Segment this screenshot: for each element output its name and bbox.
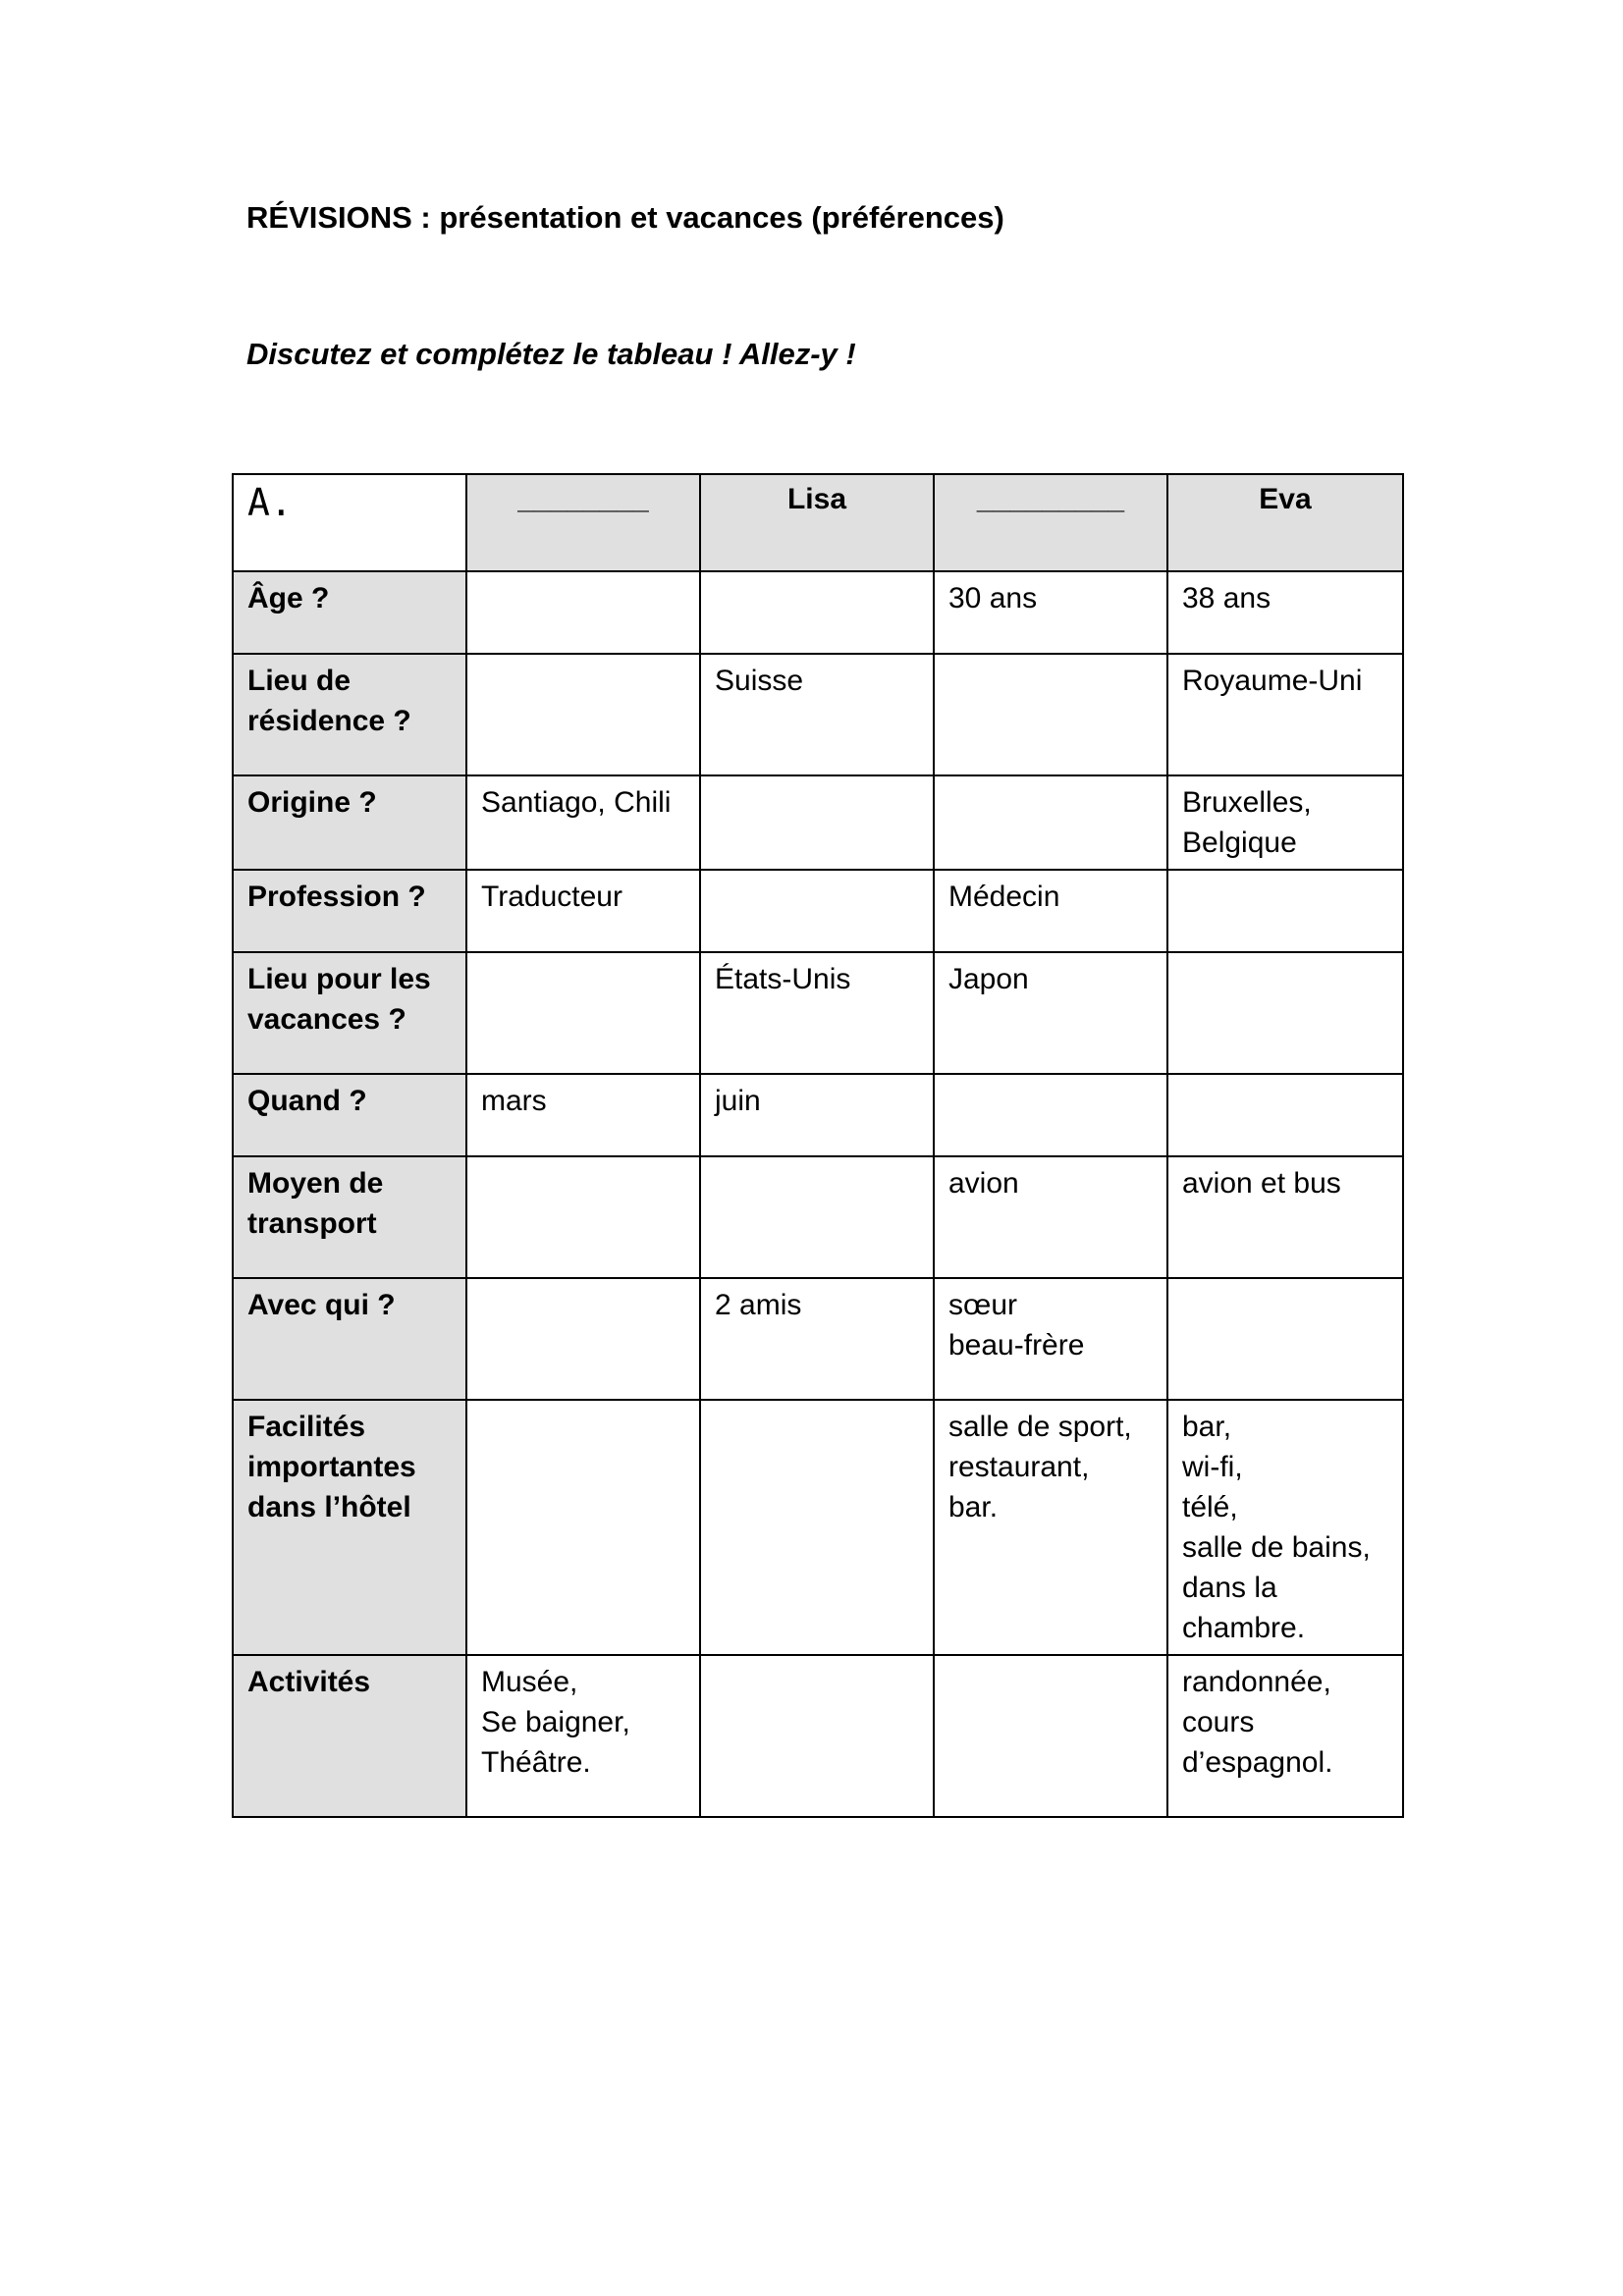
table-cell	[934, 1074, 1167, 1156]
row-label	[233, 775, 466, 870]
cell-text-line: dans l’hôtel	[247, 1491, 411, 1523]
table-cell	[934, 1156, 1167, 1278]
cell-text-line: Profession ?	[247, 881, 426, 913]
table-row	[233, 1655, 1403, 1817]
table-cell	[466, 1400, 700, 1655]
cell-text-line: télé,	[1182, 1491, 1238, 1523]
cell-text-line: 38 ans	[1182, 582, 1271, 614]
row-label	[233, 1156, 466, 1278]
table-row	[233, 1400, 1403, 1655]
cell-text-line: Bruxelles,	[1182, 786, 1312, 819]
row-label	[233, 1074, 466, 1156]
cell-text-line: avion et bus	[1182, 1167, 1341, 1200]
cell-text-line: mars	[481, 1085, 547, 1117]
table-cell	[934, 654, 1167, 775]
row-label	[233, 952, 466, 1074]
cell-text-line: avion	[948, 1167, 1019, 1200]
cell-text-line: États-Unis	[715, 963, 851, 995]
table-cell	[934, 571, 1167, 654]
cell-text-line: bar.	[948, 1491, 999, 1523]
table-cell	[466, 1278, 700, 1400]
table-cell	[1167, 775, 1403, 870]
info-table	[232, 473, 1404, 1818]
cell-text-line: Japon	[948, 963, 1029, 995]
cell-text-line: Musée,	[481, 1666, 578, 1698]
table-row	[233, 654, 1403, 775]
table-cell	[700, 1074, 934, 1156]
cell-text-line: Avec qui ?	[247, 1289, 396, 1321]
cell-text-line: Lieu pour les	[247, 963, 431, 995]
cell-text-line: Âge ?	[247, 582, 330, 614]
table-cell	[934, 870, 1167, 952]
cell-text-line: Se baigner,	[481, 1706, 630, 1738]
table-cell	[1167, 1278, 1403, 1400]
cell-text-line: transport	[247, 1207, 377, 1240]
table-cell	[1167, 952, 1403, 1074]
table-row	[233, 1278, 1403, 1400]
cell-text-line: Royaume-Uni	[1182, 665, 1363, 697]
table-cell	[700, 571, 934, 654]
cell-text-line: randonnée,	[1182, 1666, 1331, 1698]
table-cell	[466, 1156, 700, 1278]
column-header: ________	[466, 474, 700, 571]
table-corner-label: A.	[233, 474, 466, 571]
cell-text-line: Traducteur	[481, 881, 622, 913]
column-header: Lisa	[700, 474, 934, 571]
cell-text-line: Quand ?	[247, 1085, 367, 1117]
cell-text-line: importantes	[247, 1451, 416, 1483]
table-cell	[466, 775, 700, 870]
cell-text-line: bar,	[1182, 1411, 1232, 1443]
cell-text-line: juin	[715, 1085, 761, 1117]
row-label	[233, 1655, 466, 1817]
cell-text-line: Suisse	[715, 665, 804, 697]
cell-text-line: Activités	[247, 1666, 371, 1698]
table-row	[233, 870, 1403, 952]
row-label	[233, 1278, 466, 1400]
table-cell	[466, 952, 700, 1074]
cell-text-line: Belgique	[1182, 827, 1297, 859]
table-row	[233, 952, 1403, 1074]
table-row	[233, 775, 1403, 870]
cell-text-line: Origine ?	[247, 786, 377, 819]
column-header: _________	[934, 474, 1167, 571]
table-cell	[1167, 654, 1403, 775]
table-cell	[934, 1278, 1167, 1400]
table-row	[233, 571, 1403, 654]
table-cell	[934, 952, 1167, 1074]
cell-text-line: résidence ?	[247, 705, 411, 737]
table-cell	[700, 1400, 934, 1655]
table-cell	[1167, 1400, 1403, 1655]
cell-text-line: Théâtre.	[481, 1746, 591, 1779]
table-cell	[1167, 1156, 1403, 1278]
cell-text-line: salle de sport,	[948, 1411, 1132, 1443]
table-cell	[934, 1655, 1167, 1817]
cell-text-line: salle de bains,	[1182, 1531, 1371, 1564]
table-header-row	[233, 474, 1403, 571]
cell-text-line: sœur	[948, 1289, 1017, 1321]
table-cell	[466, 571, 700, 654]
cell-text-line: Santiago, Chili	[481, 786, 672, 819]
table-cell	[700, 654, 934, 775]
cell-text-line: Médecin	[948, 881, 1060, 913]
cell-text-line: vacances ?	[247, 1003, 406, 1036]
cell-text-line: cours	[1182, 1706, 1255, 1738]
table-cell	[466, 1074, 700, 1156]
table-cell	[466, 1655, 700, 1817]
table-cell	[934, 1400, 1167, 1655]
cell-text-line: restaurant,	[948, 1451, 1090, 1483]
cell-text-line: beau-frère	[948, 1329, 1085, 1362]
cell-text-line: dans la	[1182, 1572, 1277, 1604]
cell-text-line: 30 ans	[948, 582, 1038, 614]
row-label	[233, 1400, 466, 1655]
table-cell	[1167, 1655, 1403, 1817]
table-cell	[700, 1655, 934, 1817]
table-cell	[1167, 571, 1403, 654]
instruction-text: Discutez et complétez le tableau ! Allez-y !	[246, 337, 856, 371]
cell-text-line: Lieu de	[247, 665, 352, 697]
cell-text-line: chambre.	[1182, 1612, 1306, 1644]
row-label	[233, 571, 466, 654]
table-cell	[1167, 870, 1403, 952]
table-cell	[700, 1278, 934, 1400]
table-row	[233, 1156, 1403, 1278]
column-header: Eva	[1167, 474, 1403, 571]
cell-text-line: Moyen de	[247, 1167, 384, 1200]
row-label	[233, 654, 466, 775]
table-cell	[934, 775, 1167, 870]
cell-text-line: Facilités	[247, 1411, 366, 1443]
page-title: RÉVISIONS : présentation et vacances (préférences)	[246, 200, 1004, 235]
table-cell	[700, 775, 934, 870]
cell-text-line: 2 amis	[715, 1289, 802, 1321]
cell-text-line: wi-fi,	[1182, 1451, 1243, 1483]
table-cell	[700, 1156, 934, 1278]
table-cell	[466, 870, 700, 952]
cell-text-line: d’espagnol.	[1182, 1746, 1333, 1779]
table-row	[233, 1074, 1403, 1156]
row-label	[233, 870, 466, 952]
table-cell	[700, 952, 934, 1074]
table-cell	[1167, 1074, 1403, 1156]
table-cell	[700, 870, 934, 952]
table-cell	[466, 654, 700, 775]
